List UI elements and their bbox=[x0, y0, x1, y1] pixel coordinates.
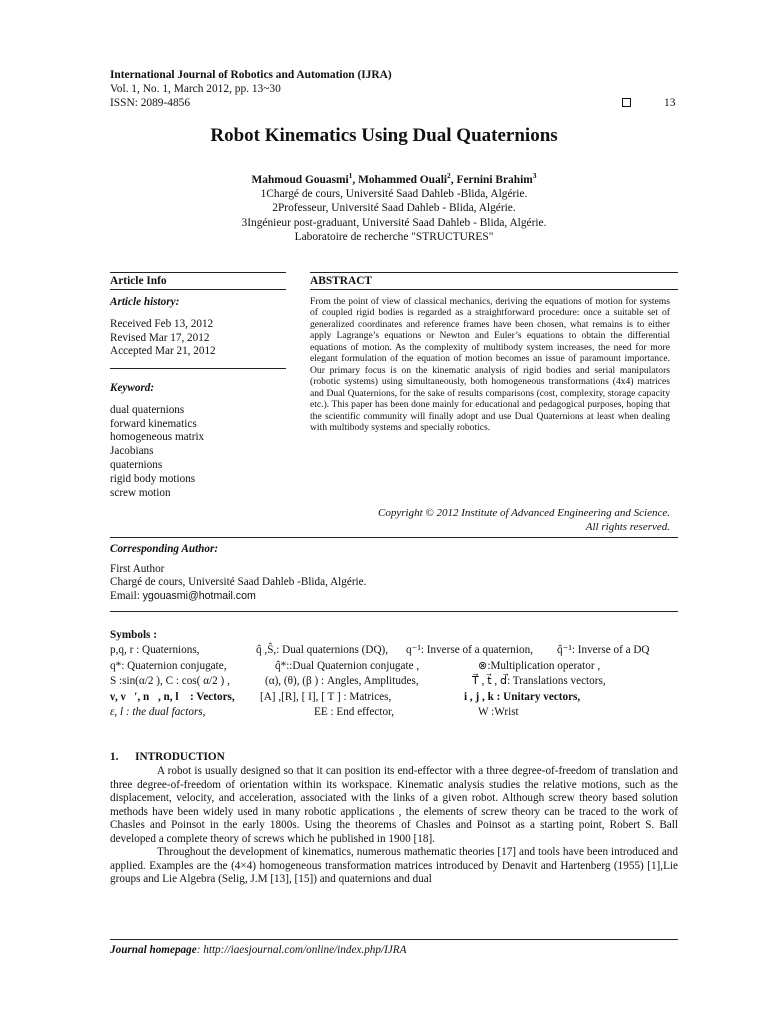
symbol-entry: ν, ν⃗′, n⃗, n, l⃗ : Vectors, bbox=[110, 690, 235, 703]
abstract-text: From the point of view of classical mechanics, deriving the equations of motion for systems of coupled rigid bodies is regarded as a straightforward procedure: once a suitable set of generalized coordinates and reference frames have been chosen, what remains is to either apply Lagrange’s equations or Newton and Euler’s equations to obtain the differential equations of motion. As the complexity of multibody system increases, the need for more elegant formulation of the equation of motion becomes an issue of paramount importance. Our primary focus is on the kinematic analysis of rigid bodies and serial manipulators (robotic systems) using simultaneously, both homogeneous transformations (4x4) matrices and Dual Quaternions, for the sake of results comparisons (cost, complexity, storage capacity etc.). This paper has been done mainly for educational and pedagogical purposes, hoping that the scientific community will finally adopt and use Dual Quaternions at least when dealing with multibody systems and specially robotics. bbox=[310, 296, 670, 433]
footer-url[interactable]: : http://iaesjournal.com/online/index.php/IJRA bbox=[196, 944, 407, 956]
history-divider bbox=[110, 368, 286, 369]
abstract-heading: ABSTRACT bbox=[310, 275, 373, 287]
history-label: Article history: bbox=[110, 296, 180, 308]
email-label: Email: bbox=[110, 589, 143, 602]
symbols-heading-row bbox=[110, 628, 700, 643]
keyword-item: quaternions bbox=[110, 458, 163, 471]
paper-title: Robot Kinematics Using Dual Quaternions bbox=[210, 125, 558, 146]
symbol-entry: T⃗ , t⃗ , d⃗: Translations vectors, bbox=[472, 675, 606, 688]
affiliation: 3Ingénieur post-graduant, Université Saad Dahleb - Blida, Algérie. bbox=[241, 216, 547, 229]
author-name: Mahmoud Gouasmi bbox=[251, 174, 349, 186]
footer-rule bbox=[110, 939, 678, 940]
symbol-entry: EE : End effector, bbox=[314, 705, 395, 718]
affiliation: Laboratoire de recherche "STRUCTURES" bbox=[294, 230, 494, 243]
symbols-row bbox=[110, 705, 700, 720]
corresponding-heading: Corresponding Author: bbox=[110, 543, 219, 555]
symbols-block bbox=[110, 628, 700, 720]
corresponding-author-block bbox=[110, 543, 510, 603]
symbol-entry: p,q, r : Quaternions, bbox=[110, 644, 200, 657]
author-name: Mohammed Ouali bbox=[358, 174, 448, 186]
copyright-notice bbox=[310, 507, 670, 534]
corresponding-line: First Author bbox=[110, 562, 165, 575]
symbol-entry: i , j , k : Unitary vectors, bbox=[464, 690, 581, 703]
symbol-entry: W :Wrist bbox=[478, 705, 519, 718]
affiliation: 1Chargé de cours, Université Saad Dahleb -Blida, Algérie. bbox=[260, 188, 528, 201]
volume-line: Vol. 1, No. 1, March 2012, pp. 13~30 bbox=[110, 83, 281, 95]
symbol-entry: S :sin(α/2 ), C : cos( α/2 ) , bbox=[110, 675, 230, 688]
affiliation: 2Professeur, Université Saad Dahleb - Blida, Algérie. bbox=[272, 202, 516, 215]
journal-footer bbox=[110, 944, 406, 956]
symbol-entry: q⁻¹: Inverse of a quaternion, bbox=[406, 644, 533, 657]
symbol-entry: q̂ ,Ŝ,: Dual quaternions (DQ), bbox=[256, 644, 389, 657]
corresponding-email-line bbox=[110, 590, 510, 604]
symbol-entry: [A] ,[R], [ I], [ T ] : Matrices, bbox=[260, 690, 392, 703]
keyword-item: forward kinematics bbox=[110, 417, 197, 430]
article-info-heading: Article Info bbox=[110, 275, 167, 287]
symbol-entry: ⊗:Multiplication operator , bbox=[478, 659, 601, 672]
history-revised: Revised Mar 17, 2012 bbox=[110, 331, 210, 344]
author-block bbox=[0, 173, 768, 244]
corresponding-bottom-rule bbox=[110, 611, 678, 612]
history-received: Received Feb 13, 2012 bbox=[110, 317, 214, 330]
journal-name: International Journal of Robotics and Automation (IJRA) bbox=[110, 69, 392, 81]
intro-paragraph: A robot is usually designed so that it can position its end-effector with a three degree-of-freedom of translation and three degree-of-freedom of orientation within its workspace. Kinematic analysis studies the relative motions, such as the displacement, velocity, and acceleration, associated with the links of a given robot. Although screw theory based solution methods have been widely used in many robotic applications , the elements of screw theory can be traced to the work of Chasles and Poinsot in the early 1800s. Using the theorems of Chasles and Poinsot as a starting point, Robert S. Ball developed a complete theory of screws which he published in 1900 [18]. bbox=[110, 765, 678, 845]
journal-header bbox=[110, 68, 392, 110]
symbol-entry: ε, l : the dual factors, bbox=[110, 705, 206, 718]
article-info-top-rule bbox=[110, 272, 286, 273]
article-history bbox=[110, 296, 286, 359]
symbols-row bbox=[110, 643, 700, 658]
author-name: Fernini Brahim bbox=[456, 174, 533, 186]
symbols-heading: Symbols : bbox=[110, 629, 157, 641]
keyword-label: Keyword: bbox=[110, 382, 155, 394]
author-sup: 3 bbox=[532, 171, 537, 181]
copyright-line: Copyright © 2012 Institute of Advanced Engineering and Science. bbox=[378, 507, 670, 519]
corresponding-line: Chargé de cours, Université Saad Dahleb -Blida, Algérie. bbox=[110, 576, 367, 589]
intro-paragraph: Throughout the development of kinematics, numerous mathematic theories [17] and tools have been introduced and applied. Examples are the (4×4) homogeneous transformation matrices introduced by Denavit and Hartenberg (1955) [1],Lie groups and Lie Algebra (Selig, J.M [13], [15]) and quaternions and dual bbox=[110, 846, 678, 886]
keyword-item: screw motion bbox=[110, 486, 171, 499]
article-info-sub-rule bbox=[110, 289, 286, 290]
symbols-row bbox=[110, 659, 700, 674]
author-sup: 1 bbox=[348, 171, 353, 181]
footer-label: Journal homepage bbox=[110, 944, 197, 956]
email-address[interactable]: ygouasmi@hotmail.com bbox=[142, 589, 256, 602]
keyword-item: homogeneous matrix bbox=[110, 431, 205, 444]
author-names: Mahmoud Gouasmi$^1$, Mohammed Ouali$^2$, Fernini Brahim$^3$ bbox=[251, 171, 537, 186]
abstract-sub-rule bbox=[310, 289, 678, 290]
corresponding-top-rule bbox=[110, 537, 678, 538]
keyword-item: rigid body motions bbox=[110, 472, 196, 485]
author-sup: 2 bbox=[447, 171, 451, 181]
square-bullet-icon bbox=[622, 98, 631, 107]
keywords-block bbox=[110, 382, 286, 500]
symbol-entry: q̂*::Dual Quaternion conjugate , bbox=[275, 659, 420, 672]
symbol-entry: q̂⁻¹: Inverse of a DQ bbox=[557, 644, 650, 657]
keyword-item: Jacobians bbox=[110, 445, 154, 458]
symbol-entry: (α), (θ), (β ) : Angles, Amplitudes, bbox=[265, 675, 419, 688]
introduction-body bbox=[110, 765, 678, 887]
symbols-row bbox=[110, 690, 700, 705]
symbols-row bbox=[110, 674, 700, 689]
symbol-entry: q*: Quaternion conjugate, bbox=[110, 659, 227, 672]
abstract-top-rule bbox=[310, 272, 678, 273]
copyright-line: All rights reserved. bbox=[585, 520, 670, 533]
page-number: 13 bbox=[664, 97, 676, 109]
issn-line: ISSN: 2089-4856 bbox=[110, 97, 191, 109]
history-accepted: Accepted Mar 21, 2012 bbox=[110, 345, 216, 358]
keyword-item: dual quaternions bbox=[110, 403, 185, 416]
introduction-heading: 1. INTRODUCTION bbox=[110, 751, 225, 763]
